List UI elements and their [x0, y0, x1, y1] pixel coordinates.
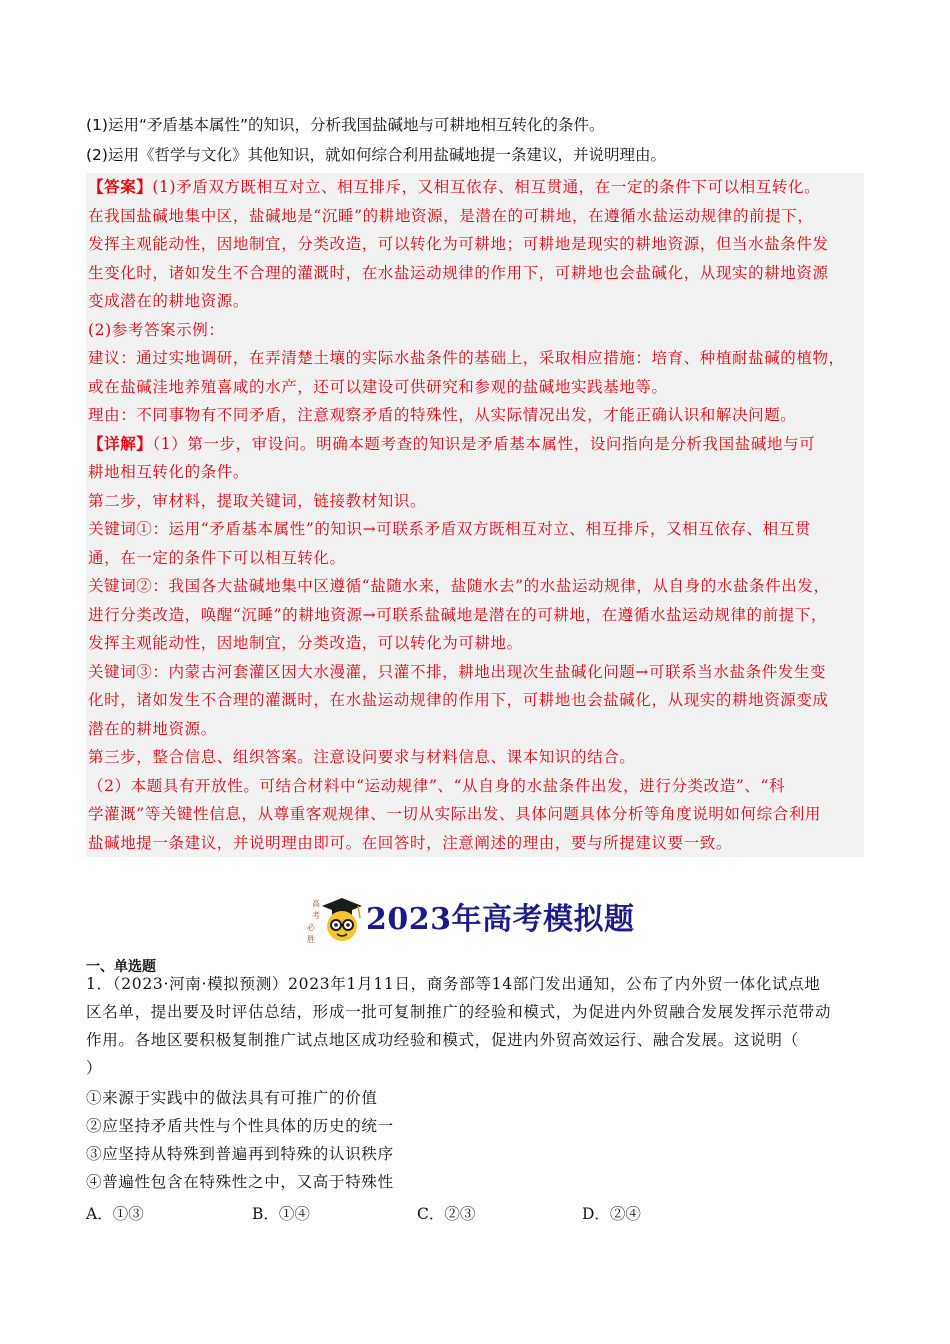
answer-line-text: 变成潜在的耕地资源。: [88, 292, 250, 310]
answer-line-text: 关键词②：我国各大盐碱地集中区遵循“盐随水来，盐随水去”的水盐运动规律，从自身的水盐条件出发，: [88, 577, 830, 595]
answer-line: [88, 430, 864, 459]
answer-line: [88, 259, 864, 288]
answer-line-text: 化时，诸如发生不合理的灌溉时，在水盐运动规律的作用下，可耕地也会盐碱化，从现实的耕地资源变成: [88, 691, 829, 709]
answer-line: [88, 601, 864, 630]
option-b[interactable]: B．①④: [252, 1205, 310, 1223]
svg-text:胜: 胜: [307, 935, 315, 944]
answer-line: [88, 629, 864, 658]
answer-line: [88, 743, 864, 772]
section-heading: 一、单选题: [86, 959, 156, 975]
question-stem-line: 1．（2023·河南·模拟预测）2023年1月11日，商务部等14部门发出通知，公布了内外贸一体化试点地: [86, 975, 821, 993]
detail-tag: 【详解】: [88, 433, 153, 453]
answer-line: [88, 458, 864, 487]
answer-line-text: 盐碱地提一条建议，并说明理由即可。在回答时，注意阐述的理由，要与所提建议要一致。: [88, 833, 733, 852]
answer-line: [88, 772, 864, 801]
graduate-cap-logo-icon: [306, 888, 366, 950]
answer-line-text: 关键词③：内蒙古河套灌区因大水漫灌，只灌不排，耕地出现次生盐碱化问题→可联系当水盐条件发生变: [88, 662, 827, 681]
answer-line-text: 进行分类改造，唤醒“沉睡”的耕地资源→可联系盐碱地是潜在的可耕地，在遵循水盐运动规律的前提下，: [88, 605, 828, 624]
statement-4: ④普遍性包含在特殊性之中，又高于特殊性: [86, 1173, 394, 1191]
answer-line-text: (2)参考答案示例：: [88, 320, 225, 339]
answer-line-text: 发挥主观能动性，因地制宜，分类改造，可以转化为可耕地；可耕地是现实的耕地资源，但当水盐条件发: [88, 235, 829, 253]
answer-line-text: 或在盐碱洼地养殖喜咸的水产，还可以建设可供研究和参观的盐碱地实践基地等。: [88, 377, 668, 396]
answer-line: [88, 658, 864, 687]
answer-line-text: 理由：不同事物有不同矛盾，注意观察矛盾的特殊性，从实际情况出发，才能正确认识和解决问题。: [88, 406, 797, 424]
answer-line-text: 建议：通过实地调研，在弄清楚土壤的实际水盐条件的基础上，采取相应措施：培育、种植耐盐碱的植物，: [88, 349, 845, 367]
answer-line: [88, 344, 864, 373]
answer-line-text: 通，在一定的条件下可以相互转化。: [88, 548, 346, 567]
svg-text:高: 高: [312, 899, 320, 908]
answer-line: [88, 287, 864, 316]
banner-title: 2023年高考模拟题: [366, 902, 635, 937]
statement-1: ①来源于实践中的做法具有可推广的价值: [86, 1089, 378, 1107]
answer-line-text: 第二步，审材料，提取关键词，链接教材知识。: [88, 491, 427, 510]
answer-line: [88, 230, 864, 259]
answer-tag: 【答案】: [88, 177, 153, 196]
section-banner: [306, 888, 646, 950]
question-part-2: (2)运用《哲学与文化》其他知识，就如何综合利用盐碱地提一条建议，并说明理由。: [86, 146, 666, 164]
svg-text:考: 考: [312, 911, 320, 920]
answer-explanation-block: [86, 173, 864, 857]
answer-line: [88, 829, 864, 858]
question-stem-line: ）: [86, 1059, 103, 1077]
answer-line: [88, 715, 864, 744]
answer-line: [88, 173, 864, 202]
answer-line: [88, 487, 864, 516]
answer-line-text: 潜在的耕地资源。: [88, 719, 217, 738]
svg-text:必: 必: [307, 923, 315, 932]
answer-line-text: （2）本题具有开放性。可结合材料中“运动规律”、“从自身的水盐条件出发，进行分类改造”、“科: [88, 776, 786, 795]
answer-line: [88, 686, 864, 715]
option-c[interactable]: C．②③: [417, 1205, 476, 1223]
statement-2: ②应坚持矛盾共性与个性具体的历史的统一: [86, 1117, 394, 1135]
answer-line-text: 学灌溉”等关键性信息，从尊重客观规律、一切从实际出发、具体问题具体分析等角度说明如何综合利用: [88, 805, 822, 823]
answer-line-text: 生变化时，诸如发生不合理的灌溉时，在水盐运动规律的作用下，可耕地也会盐碱化，从现实的耕地资源: [88, 263, 829, 282]
answer-line-text: 耕地相互转化的条件。: [88, 463, 250, 481]
answer-line: [88, 572, 864, 601]
answer-line-text: 在我国盐碱地集中区，盐碱地是“沉睡”的耕地资源，是潜在的可耕地，在遵循水盐运动规律的前提下，: [88, 206, 814, 225]
answer-line: [88, 373, 864, 402]
answer-line-text: 关键词①：运用“矛盾基本属性”的知识→可联系矛盾双方既相互对立、相互排斥，又相互依存、相互贯: [88, 520, 811, 538]
answer-line: [88, 401, 864, 430]
question-part-1: (1)运用“矛盾基本属性”的知识，分析我国盐碱地与可耕地相互转化的条件。: [86, 116, 605, 134]
statement-3: ③应坚持从特殊到普遍再到特殊的认识秩序: [86, 1145, 394, 1163]
option-a[interactable]: A．①③: [86, 1205, 144, 1223]
option-d[interactable]: D．②④: [582, 1205, 641, 1223]
answer-line: [88, 202, 864, 231]
answer-line-text: 发挥主观能动性，因地制宜，分类改造，可以转化为可耕地。: [88, 634, 523, 652]
answer-line-text: (1)矛盾双方既相互对立、相互排斥，又相互依存、相互贯通，在一定的条件下可以相互转化。: [152, 178, 821, 196]
answer-line: [88, 800, 864, 829]
answer-line-text: 第三步，整合信息、组织答案。注意设问要求与材料信息、课本知识的结合。: [88, 748, 636, 766]
answer-line-text: （1）第一步，审设问。明确本题考查的知识是矛盾基本属性，设问指向是分析我国盐碱地与可: [152, 434, 816, 453]
answer-line: [88, 515, 864, 544]
answer-line: [88, 544, 864, 573]
answer-line: [88, 316, 864, 345]
question-stem-line: 作用。各地区要积极复制推广试点地区成功经验和模式，促进内外贸高效运行、融合发展。这说明（: [86, 1031, 799, 1049]
question-stem-line: 区名单，提出要及时评估总结，形成一批可复制推广的经验和模式，为促进内外贸融合发展发挥示范带动: [86, 1003, 832, 1021]
